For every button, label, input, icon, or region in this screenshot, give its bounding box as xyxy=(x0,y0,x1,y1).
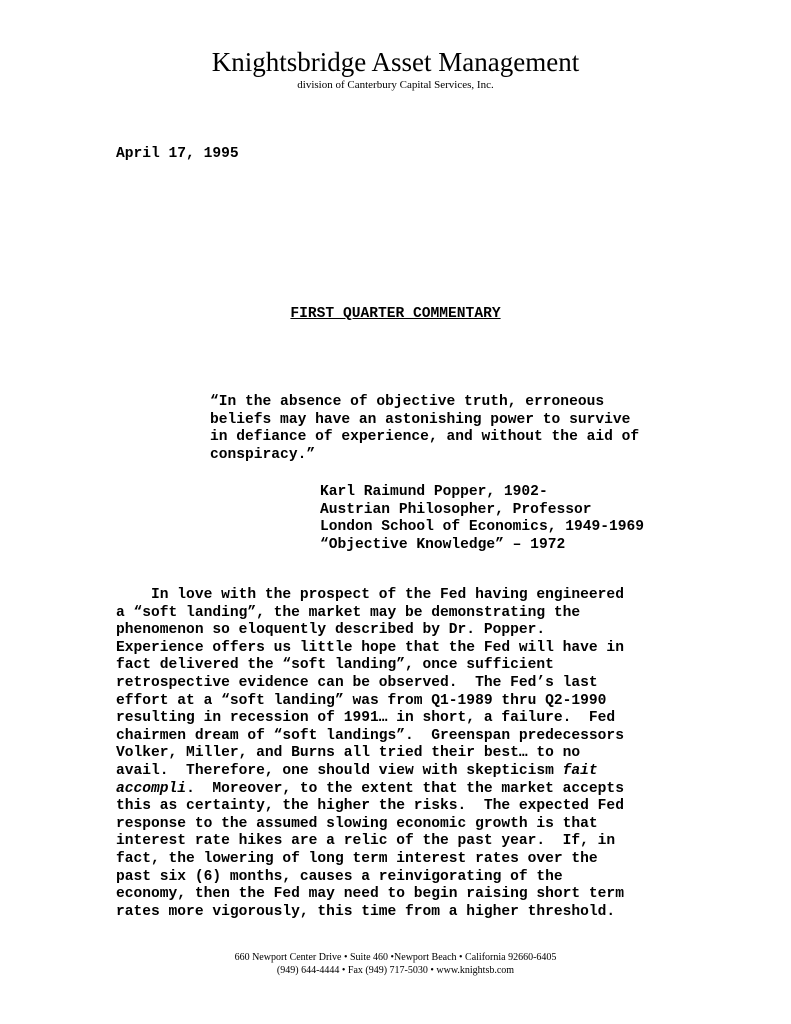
body-line: fact, the lowering of long term interest rates over the xyxy=(116,850,598,867)
division-line: division of Canterbury Capital Services, Inc. xyxy=(297,79,494,91)
letterhead xyxy=(0,46,791,92)
body-line: phenomenon so eloquently described by Dr. Popper. xyxy=(116,622,546,639)
body-line: retrospective evidence can be observed. The Fed’s last xyxy=(116,674,598,691)
footer-contact: (949) 644-4444 • Fax (949) 717-5030 • www.knightsb.com xyxy=(276,964,515,976)
attribution-line: Austrian Philosopher, Professor xyxy=(320,501,592,518)
company-name: Knightsbridge Asset Management xyxy=(211,47,580,77)
footer-address: 660 Newport Center Drive • Suite 460 •Newport Beach • California 92660-6405 xyxy=(234,952,557,963)
body-line: Experience offers us little hope that the Fed will have in xyxy=(116,639,624,656)
body-line: Volker, Miller, and Burns all tried their best… to no xyxy=(116,745,581,762)
quote-attribution xyxy=(320,484,644,554)
attribution-line: “Objective Knowledge” – 1972 xyxy=(320,536,566,553)
body-line: this as certainty, the higher the risks. The expected Fed xyxy=(116,798,624,815)
body-line: In love with the prospect of the Fed having engineered xyxy=(116,587,624,603)
body-line: response to the assumed slowing economic growth is that xyxy=(116,815,598,832)
body-line: fact delivered the “soft landing”, once sufficient xyxy=(116,657,554,674)
epigraph-quote xyxy=(210,394,639,464)
body-line: interest rate hikes are a relic of the past year. If, in xyxy=(116,833,616,850)
body-paragraph xyxy=(116,587,624,921)
letter-date: April 17, 1995 xyxy=(116,146,239,162)
italic-phrase: fait xyxy=(562,762,598,779)
body-line: chairmen dream of “soft landings”. Greenspan predecessors xyxy=(116,727,624,744)
footer xyxy=(0,952,791,977)
attribution-line: London School of Economics, 1949-1969 xyxy=(320,519,645,536)
quote-line: beliefs may have an astonishing power to survive xyxy=(210,411,631,428)
body-line: economy, then the Fed may need to begin raising short term xyxy=(116,886,624,903)
body-line: past six (6) months, causes a reinvigorating of the xyxy=(116,868,563,885)
body-line: resulting in recession of 1991… in short, a failure. Fed xyxy=(116,710,616,727)
body-line: rates more vigorously, this time from a higher threshold. xyxy=(116,903,616,920)
quote-line: in defiance of experience, and without the aid of xyxy=(210,429,640,446)
attribution-line: Karl Raimund Popper, 1902- xyxy=(320,484,548,500)
body-text: avail. Therefore, one should view with skepticism xyxy=(116,762,563,779)
body-line: a “soft landing”, the market may be demonstrating the xyxy=(116,604,581,621)
body-line xyxy=(116,781,624,799)
body-text: . Moreover, to the extent that the market accepts xyxy=(186,780,624,797)
italic-phrase: accompli xyxy=(116,780,187,797)
commentary-heading: FIRST QUARTER COMMENTARY xyxy=(290,306,501,322)
quote-line: conspiracy.” xyxy=(210,446,316,463)
body-line xyxy=(116,763,624,781)
quote-line: “In the absence of objective truth, erroneous xyxy=(210,394,605,410)
body-line: effort at a “soft landing” was from Q1-1989 thru Q2-1990 xyxy=(116,692,607,709)
